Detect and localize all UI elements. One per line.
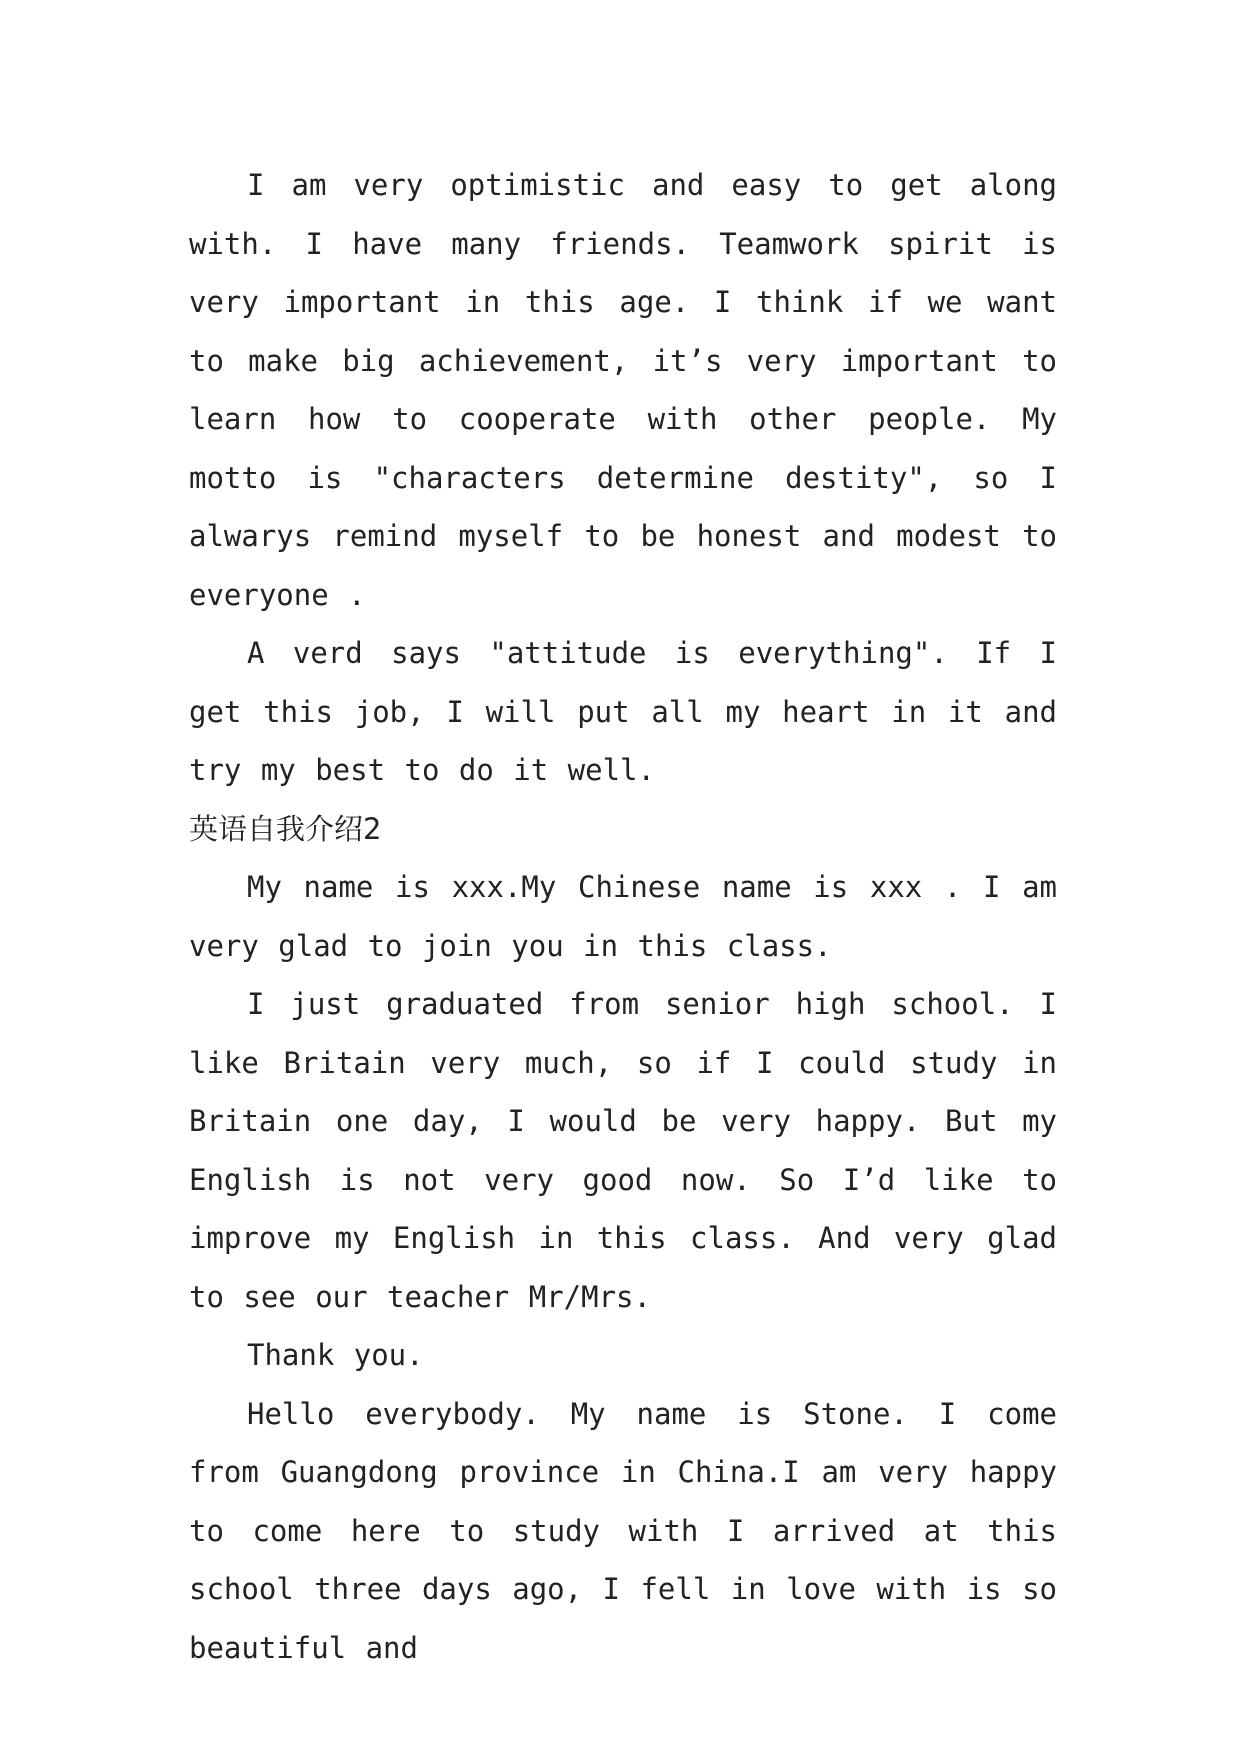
paragraph-thanks: Thank you.: [247, 1338, 424, 1372]
paragraph-graduation: I just graduated from senior high school. I like Britain very much, so if I could study in Britain one day, I would be very happy. But my English is not very good now. So I’d like to improve my English in this class. And very glad to see our teacher Mr/Mrs.: [189, 987, 1057, 1314]
paragraph-name-intro: My name is xxx.My Chinese name is xxx . I am very glad to join you in this class.: [189, 870, 1057, 963]
paragraph-personality: I am very optimistic and easy to get along with. I have many friends. Teamwork spirit is very important in this age. I think if we want to make big achievement, it’s very important to learn how to cooperate with other people. My motto is "characters determine destity", so I alwarys remind myself to be honest and modest to everyone .: [189, 168, 1057, 612]
section-heading: 英语自我介绍2: [189, 811, 382, 846]
paragraph-attitude: A verd says "attitude is everything". If I get this job, I will put all my heart in it and try my best to do it well.: [189, 636, 1057, 787]
paragraph-stone-intro: Hello everybody. My name is Stone. I come from Guangdong province in China.I am very happy to come here to study with I arrived at this school three days ago, I fell in love with is so beautiful and: [189, 1396, 1057, 1665]
document-body: [189, 156, 1057, 1677]
